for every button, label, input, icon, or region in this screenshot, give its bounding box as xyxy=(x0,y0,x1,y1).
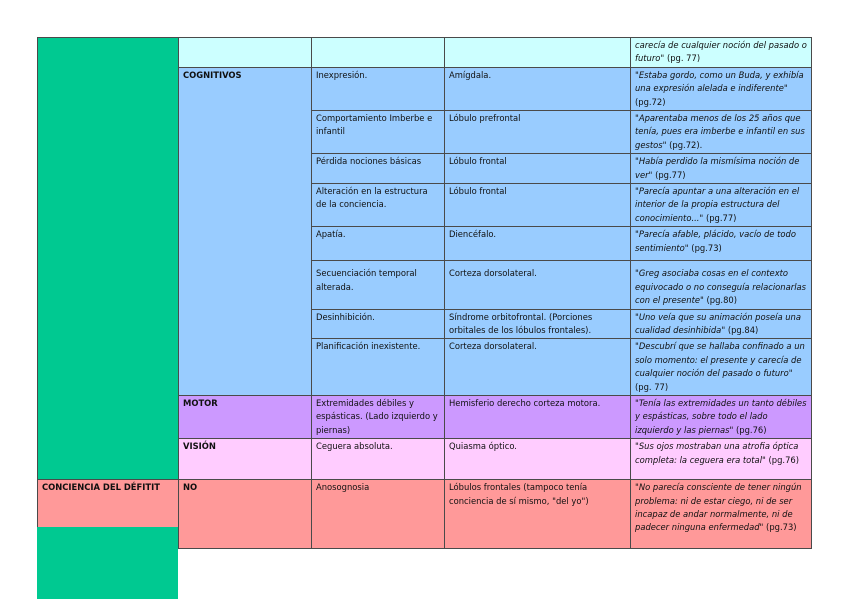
brain-area-cell: Síndrome orbitofrontal. (Porciones orbitales de los lóbulos frontales). xyxy=(445,309,631,339)
quote-cell xyxy=(631,439,812,480)
quote-text: "Había perdido la mismísima noción de ver" xyxy=(635,156,800,180)
category-cell xyxy=(179,38,312,68)
brain-area-cell xyxy=(445,38,631,68)
category-cell-motor: MOTOR xyxy=(179,395,312,438)
quote-text: "Estaba gordo, como un Buda, y exhibía una expresión alelada e indiferente" xyxy=(635,69,804,94)
brain-area-cell: Hemisferio derecho corteza motora. xyxy=(445,395,631,438)
quote-cell xyxy=(631,395,812,438)
quote-text: "Descubrí que se hallaba confinado a un solo momento: el presente y carecía de cualquier noción del pasado o futuro" xyxy=(635,341,805,379)
page-ref: (pg.76) xyxy=(765,454,800,465)
behavior-cell: Extremidades débiles y espásticas. (Lado izquierdo y piernas) xyxy=(312,395,445,438)
brain-area-cell: Quiasma óptico. xyxy=(445,439,631,480)
quote-cell xyxy=(631,261,812,309)
behavior-cell: Apatía. xyxy=(312,227,445,261)
quote-cell xyxy=(631,480,812,549)
behavior-cell: Ceguera absoluta. xyxy=(312,439,445,480)
quote-text: "No parecía consciente de tener ningún problema: ni de estar ciego, ni de ser incapaz de andar normalmente, ni de padecer ninguna enfermedad" xyxy=(635,482,802,533)
brain-area-cell: Lóbulo frontal xyxy=(445,154,631,184)
symptoms-table xyxy=(37,37,812,549)
quote-cell xyxy=(631,184,812,227)
brain-area-cell: Lóbulos frontales (tampoco tenía conciencia de sí mismo, "del yo") xyxy=(445,480,631,549)
page-ref: (pg.76) xyxy=(733,424,767,435)
quote-cell xyxy=(631,111,812,154)
page-ref: (pg.73) xyxy=(763,522,797,533)
page-ref: (pg.73) xyxy=(688,242,722,253)
page-ref: (pg.77) xyxy=(703,212,737,223)
page-ref: (pg. 77) xyxy=(635,381,669,392)
brain-area-cell: Amígdala. xyxy=(445,67,631,110)
table-row xyxy=(38,38,812,68)
page-ref: (pg.84) xyxy=(725,324,759,335)
quote-text: "Parecía apuntar a una alteración en el interior de la propia estructura del conocimiento..." xyxy=(635,186,800,223)
quote-text: "Parecía afable, plácido, vacío de todo sentimiento" xyxy=(635,229,796,253)
behavior-cell: Anosognosia xyxy=(312,480,445,549)
behavior-cell xyxy=(312,38,445,68)
quote-cell xyxy=(631,227,812,261)
brain-area-cell: Diencéfalo. xyxy=(445,227,631,261)
page-ref: (pg.80) xyxy=(703,295,738,306)
page-ref: (pg.72) xyxy=(635,96,666,107)
quote-text: carecía de cualquier noción del pasado o futuro" xyxy=(635,40,807,64)
brain-area-cell: Corteza dorsolateral. xyxy=(445,339,631,396)
quote-text: "Tenía las extremidades un tanto débiles y espásticas, sobre todo el lado izquierdo y las piernas" xyxy=(635,397,807,435)
behavior-cell: Planificación inexistente. xyxy=(312,339,445,396)
quote-text: "Greg asociaba cosas en el contexto equivocado o no conseguía relacionarlas con el presente" xyxy=(635,268,807,306)
section-cell-sintomas xyxy=(38,38,179,480)
page-ref: (pg.77) xyxy=(652,169,686,180)
brain-area-cell: Lóbulo frontal xyxy=(445,184,631,227)
behavior-cell: Alteración en la estructura de la conciencia. xyxy=(312,184,445,227)
behavior-cell: Inexpresión. xyxy=(312,67,445,110)
brain-area-cell: Lóbulo prefrontal xyxy=(445,111,631,154)
section-cell-continuation xyxy=(37,527,178,599)
category-cell-no: NO xyxy=(179,480,312,549)
behavior-cell: Desinhibición. xyxy=(312,309,445,339)
quote-cell xyxy=(631,67,812,110)
quote-text: "Uno veía que su animación poseía una cualidad desinhibida" xyxy=(635,311,801,335)
category-cell-vision: VISIÓN xyxy=(179,439,312,480)
quote-cell xyxy=(631,339,812,396)
category-cell-cognitivos: COGNITIVOS xyxy=(179,67,312,395)
behavior-cell: Secuenciación temporal alterada. xyxy=(312,261,445,309)
quote-cell xyxy=(631,38,812,68)
quote-cell xyxy=(631,154,812,184)
page-ref: (pg.72). xyxy=(666,139,703,150)
page-ref: (pg. 77) xyxy=(664,53,701,64)
behavior-cell: Comportamiento Imberbe e infantil xyxy=(312,111,445,154)
behavior-cell: Pérdida nociones básicas xyxy=(312,154,445,184)
section-cell-conciencia: CONCIENCIA DEL DÉFITIT xyxy=(38,480,179,549)
quote-cell xyxy=(631,309,812,339)
quote-text: "Aparentaba menos de los 25 años que tenía, pues era imberbe e infantil en sus gestos" xyxy=(635,113,805,150)
quote-text: "Sus ojos mostraban una atrofia óptica completa: la ceguera era total" xyxy=(635,441,799,465)
brain-area-cell: Corteza dorsolateral. xyxy=(445,261,631,309)
